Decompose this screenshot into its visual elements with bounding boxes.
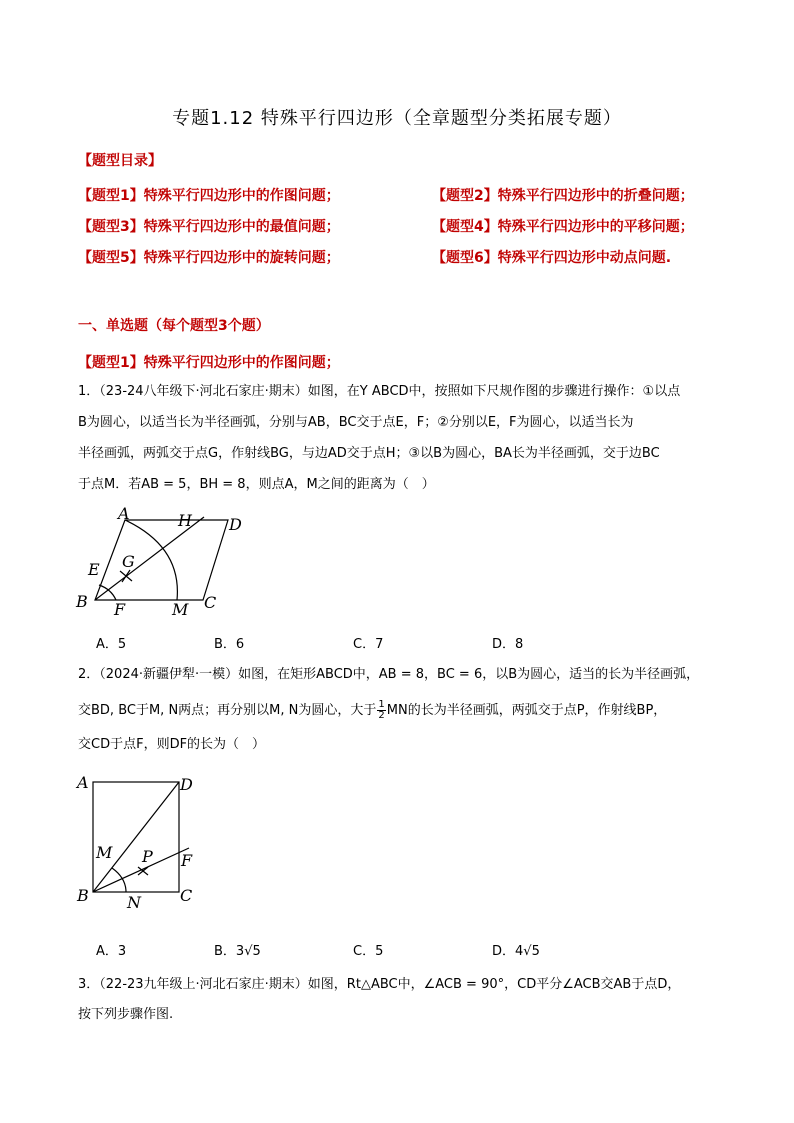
- label-F: F: [114, 600, 126, 619]
- label-E: E: [88, 560, 100, 579]
- label-B: B: [77, 886, 89, 905]
- label-D: D: [229, 515, 242, 534]
- q2-option-a: A．3: [96, 944, 127, 959]
- label-M: M: [96, 843, 113, 862]
- q1-option-d: D．8: [492, 637, 524, 652]
- fraction-one-half: $\frac{1}{2}$: [378, 699, 385, 721]
- label-B: B: [76, 592, 88, 611]
- q2-option-d: D．4√5: [492, 944, 540, 959]
- label-D: D: [180, 775, 193, 794]
- label-P: P: [142, 847, 153, 866]
- toc-heading: 【题型目录】: [78, 153, 162, 169]
- label-H: H: [178, 511, 192, 530]
- q1-line-2: B为圆心，以适当长为半径画弧，分别与AB，BC交于点E，F；②分别以E，F为圆心，以适当长为: [78, 415, 634, 430]
- q2-option-b: B．3√5: [214, 944, 261, 959]
- q2-line-1: 2．（2024·新疆伊犁·一模）如图，在矩形ABCD中，AB = 8，BC = 6，以B为圆心，适当的长为半径画弧，: [78, 667, 700, 682]
- q1-line-4: 于点M．若AB = 5，BH = 8，则点A，M之间的距离为（ ）: [78, 477, 435, 492]
- page-title: 专题1.12 特殊平行四边形（全章题型分类拓展专题）: [172, 108, 622, 129]
- q3-line-1: 3．（22-23九年级上·河北石家庄·期末）如图，Rt△ABC中，∠ACB = 90°，CD平分∠ACB交AB于点D，: [78, 977, 681, 992]
- label-F: F: [181, 851, 193, 870]
- q1-option-c: C．7: [353, 637, 384, 652]
- cross-g-2: [122, 570, 130, 582]
- toc-item-5: 【题型5】特殊平行四边形中的旋转问题；: [78, 250, 340, 266]
- label-M: M: [172, 600, 189, 619]
- toc-item-6: 【题型6】特殊平行四边形中动点问题.: [432, 250, 672, 266]
- label-A: A: [77, 773, 89, 792]
- q2-option-c: C．5: [353, 944, 384, 959]
- diagonal-bd: [93, 782, 179, 892]
- label-C: C: [204, 593, 217, 612]
- q2-line-2-end: MN的长为半径画弧，两弧交于点P，作射线BP，: [386, 703, 667, 718]
- q1-option-b: B．6: [214, 637, 245, 652]
- toc-item-4: 【题型4】特殊平行四边形中的平移问题；: [432, 219, 694, 235]
- toc-item-2: 【题型2】特殊平行四边形中的折叠问题；: [432, 188, 694, 204]
- toc-item-1: 【题型1】特殊平行四边形中的作图问题；: [78, 188, 340, 204]
- arc-ef: [99, 585, 116, 600]
- type1-heading: 【题型1】特殊平行四边形中的作图问题；: [78, 355, 340, 371]
- q2-line-2-start: 交BD, BC于M, N两点；再分别以M, N为圆心，大于: [78, 703, 377, 718]
- label-C: C: [180, 886, 193, 905]
- parallelogram-outline: [95, 520, 228, 600]
- q2-line-3: 交CD于点F，则DF的长为（ ）: [78, 737, 266, 752]
- toc-item-3: 【题型3】特殊平行四边形中的最值问题；: [78, 219, 340, 235]
- q1-option-a: A．5: [96, 637, 127, 652]
- label-G: G: [122, 552, 135, 571]
- q3-line-2: 按下列步骤作图.: [78, 1007, 174, 1022]
- q2-figure-rectangle: [72, 770, 207, 910]
- section-heading: 一、单选题（每个题型3个题）: [78, 318, 270, 334]
- q2-line-2: [78, 700, 666, 721]
- q1-line-3: 半径画弧，两弧交于点G，作射线BG，与边AD交于点H；③以B为圆心，BA长为半径画弧，交于边BC: [78, 446, 660, 461]
- label-A: A: [118, 505, 130, 523]
- label-N: N: [127, 893, 141, 910]
- q1-figure-parallelogram: [70, 505, 260, 620]
- q1-line-1: 1．（23-24八年级下·河北石家庄·期末）如图，在Y ABCD中，按照如下尺规作图的步骤进行操作：①以点: [78, 384, 681, 399]
